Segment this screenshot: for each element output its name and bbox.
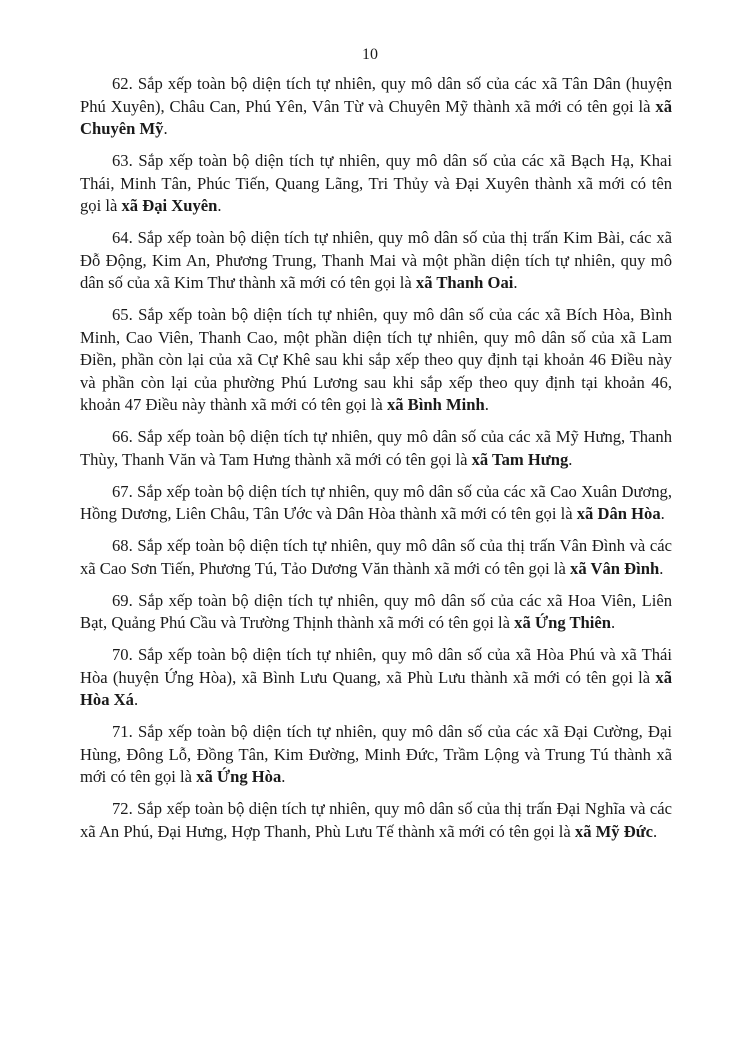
item-end: . <box>568 449 573 469</box>
commune-name: xã Thanh Oai <box>415 273 514 292</box>
commune-name: xã Vân Đình <box>570 558 660 578</box>
item-end: . <box>660 504 665 523</box>
item-number: 72. <box>112 799 133 818</box>
commune-name: xã Bình Minh <box>386 395 485 414</box>
item-number: 69. <box>112 590 133 610</box>
item-text: Sắp xếp toàn bộ diện tích tự nhiên, quy mô dân số của các xã Tân Dân (huyện Phú Xuyên), Châu Can, Phú Yên, Vân Từ và Chuyên Mỹ thành xã mới có tên gọi là <box>80 74 673 116</box>
item-end: . <box>659 558 664 578</box>
item-text: Sắp xếp toàn bộ diện tích tự nhiên, quy mô dân số của các xã Bích Hòa, Bình Minh, Cao Viên, Thanh Cao, một phần diện tích tự nhiên, quy mô dân số của xã Lam Điền, phần còn lại của xã Cự Khê sau khi sắp xếp theo quy định tại khoản 46 Điều này và phần còn lại của phường Phú Lương sau khi sắp xếp theo quy định tại khoản 46, khoản 47 Điều này thành xã mới có tên gọi là <box>80 305 672 414</box>
item-end: . <box>653 821 658 841</box>
list-item <box>80 481 672 526</box>
article-list <box>80 73 672 853</box>
list-item <box>80 150 672 218</box>
list-item <box>80 721 672 789</box>
list-item <box>80 798 672 843</box>
item-text: Sắp xếp toàn bộ diện tích tự nhiên, quy mô dân số của thị trấn Kim Bài, các xã Đỗ Động, Kim An, Phương Trung, Thanh Mai và một phần diện tích tự nhiên, quy mô dân số của xã Kim Thư thành xã mới có tên gọi là <box>80 228 672 292</box>
commune-name: xã Dân Hòa <box>576 504 661 523</box>
item-text: Sắp xếp toàn bộ diện tích tự nhiên, quy mô dân số của xã Hòa Phú và xã Thái Hòa (huyện Ứng Hòa), xã Bình Lưu Quang, xã Phù Lưu thành xã mới có tên gọi là <box>80 645 672 687</box>
commune-name: xã Tam Hưng <box>471 449 569 469</box>
commune-name: xã Ứng Thiên <box>514 613 611 632</box>
item-text: Sắp xếp toàn bộ diện tích tự nhiên, quy mô dân số của các xã Mỹ Hưng, Thanh Thùy, Thanh Văn và Tam Hưng thành xã mới có tên gọi là <box>80 427 673 469</box>
item-number: 63. <box>112 151 133 170</box>
list-item <box>80 227 672 295</box>
item-end: . <box>513 273 518 292</box>
list-item <box>80 590 672 635</box>
item-text: Sắp xếp toàn bộ diện tích tự nhiên, quy mô dân số của các xã Đại Cường, Đại Hùng, Đông Lỗ, Đồng Tân, Kim Đường, Minh Đức, Trầm Lộng và Trung Tú thành xã mới có tên gọi là <box>80 722 672 786</box>
item-number: 62. <box>112 74 133 93</box>
page-number: 10 <box>362 46 378 63</box>
item-text: Sắp xếp toàn bộ diện tích tự nhiên, quy mô dân số của thị trấn Vân Đình và các xã Cao Sơn Tiến, Phương Tú, Tảo Dương Văn thành xã mới có tên gọi là <box>80 536 672 578</box>
item-number: 71. <box>112 722 133 741</box>
commune-name: xã Ứng Hòa <box>196 767 282 786</box>
item-text: Sắp xếp toàn bộ diện tích tự nhiên, quy mô dân số của các xã Cao Xuân Dương, Hồng Dương, Liên Châu, Tân Ước và Dân Hòa thành xã mới có tên gọi là <box>80 481 672 523</box>
item-number: 70. <box>112 645 133 664</box>
item-number: 67. <box>112 481 133 501</box>
item-number: 66. <box>112 427 133 446</box>
commune-name: xã Đại Xuyên <box>121 196 218 215</box>
item-number: 68. <box>112 536 133 555</box>
list-item <box>80 304 672 417</box>
item-end: . <box>484 395 489 414</box>
item-number: 64. <box>112 228 133 247</box>
item-end: . <box>281 767 286 786</box>
item-end: . <box>217 196 222 215</box>
item-end: . <box>610 613 616 632</box>
item-text: Sắp xếp toàn bộ diện tích tự nhiên, quy mô dân số của các xã Bạch Hạ, Khai Thái, Minh Tân, Phúc Tiến, Quang Lãng, Tri Thủy và Đại Xuyên thành xã mới có tên gọi là <box>80 151 672 215</box>
commune-name: xã Chuyên Mỹ <box>80 96 672 138</box>
item-end: . <box>133 690 139 709</box>
item-text: Sắp xếp toàn bộ diện tích tự nhiên, quy mô dân số của các xã Hoa Viên, Liên Bạt, Quảng Phú Cầu và Trường Thịnh thành xã mới có tên gọi là <box>80 590 672 632</box>
item-end: . <box>163 119 168 138</box>
list-item <box>80 73 672 141</box>
commune-name: xã Mỹ Đức <box>574 821 654 841</box>
list-item <box>80 426 672 471</box>
commune-name: xã Hòa Xá <box>80 667 672 709</box>
list-item <box>80 535 672 580</box>
item-text: Sắp xếp toàn bộ diện tích tự nhiên, quy mô dân số của thị trấn Đại Nghĩa và các xã An Phú, Đại Hưng, Hợp Thanh, Phù Lưu Tế thành xã mới có tên gọi là <box>80 799 672 841</box>
list-item <box>80 644 672 712</box>
item-number: 65. <box>112 305 133 324</box>
